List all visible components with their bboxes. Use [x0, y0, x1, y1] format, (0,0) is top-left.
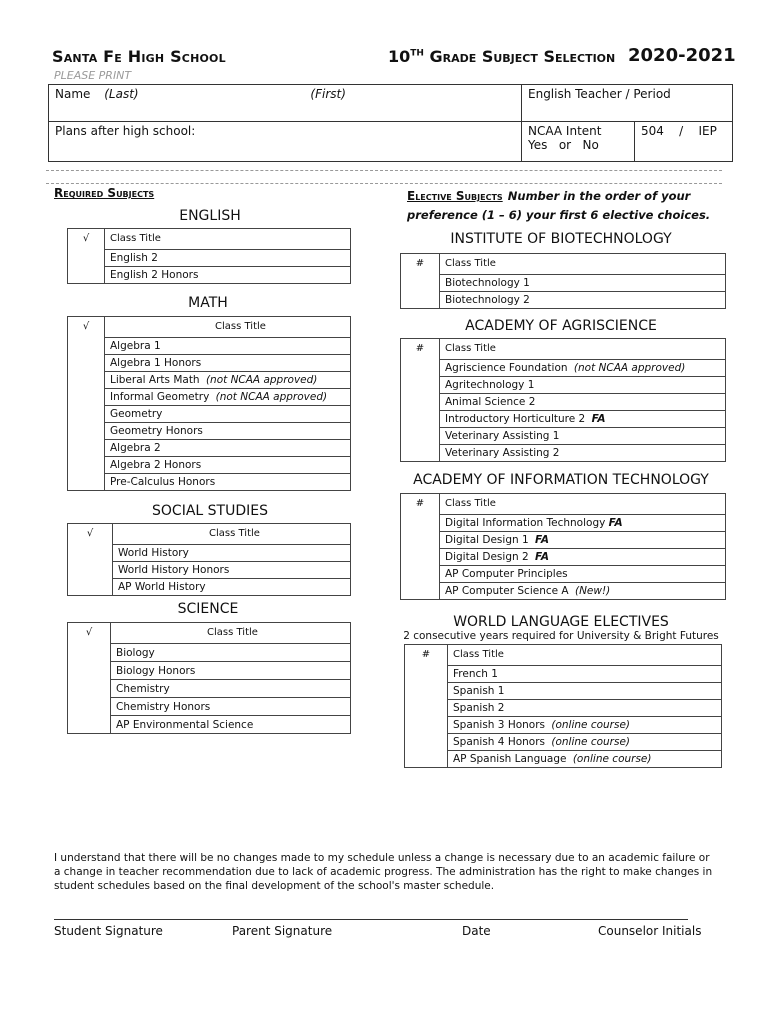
course-name: Spanish 4 Honors — [453, 736, 546, 748]
iep-label: 504 / IEP — [641, 124, 717, 138]
agriscience-table — [400, 338, 726, 462]
class-name: Biology — [111, 644, 351, 662]
biotech-table — [400, 253, 726, 309]
rank-cell[interactable] — [405, 717, 448, 734]
english-heading: ENGLISH — [179, 208, 241, 224]
check-cell[interactable] — [68, 662, 111, 680]
check-cell[interactable] — [68, 680, 111, 698]
class-name: Biology Honors — [111, 662, 351, 680]
check-cell[interactable] — [68, 389, 105, 406]
course-note: (New!) — [574, 585, 611, 597]
class-name — [105, 457, 351, 474]
check-header: √ — [68, 317, 105, 338]
course-note: (not NCAA approved) — [573, 362, 686, 374]
course-name: Digital Design 1 — [445, 534, 529, 546]
please-print-label: PLEASE PRINT — [54, 69, 132, 82]
table-row[interactable] — [401, 292, 726, 309]
course-name: Agritechnology 1 — [445, 379, 535, 391]
class-name — [440, 360, 726, 377]
info-tech-table — [400, 493, 726, 600]
rank-cell[interactable] — [401, 515, 440, 532]
fa-tag: FA — [535, 551, 549, 563]
rank-cell[interactable] — [401, 445, 440, 462]
class-name — [105, 372, 351, 389]
class-name — [440, 428, 726, 445]
date-label: Date — [462, 924, 491, 938]
course-name: Veterinary Assisting 2 — [445, 447, 560, 459]
world-language-table — [404, 644, 722, 768]
rank-cell[interactable] — [401, 411, 440, 428]
class-title-header: Class Title — [111, 623, 351, 644]
english-teacher-field[interactable] — [522, 85, 733, 122]
table-row[interactable] — [405, 751, 722, 768]
rank-header: # — [405, 645, 448, 666]
social-studies-table — [67, 523, 351, 596]
rank-cell[interactable] — [401, 428, 440, 445]
table-row[interactable] — [401, 275, 726, 292]
check-header: √ — [68, 623, 111, 644]
table-row[interactable] — [68, 267, 351, 284]
last-name-label: (Last) — [104, 87, 139, 101]
check-cell[interactable] — [68, 267, 105, 284]
rank-cell[interactable] — [405, 683, 448, 700]
class-title-header: Class Title — [440, 254, 726, 275]
ncaa-options: Yes or No — [528, 138, 599, 152]
table-row[interactable] — [401, 445, 726, 462]
table-row[interactable] — [68, 662, 351, 680]
table-row[interactable] — [68, 406, 351, 423]
class-title-header: Class Title — [113, 524, 351, 545]
parent-signature-label: Parent Signature — [232, 924, 333, 938]
table-row[interactable] — [401, 377, 726, 394]
class-name: AP Environmental Science — [111, 716, 351, 734]
check-header: √ — [68, 229, 105, 250]
class-name — [448, 683, 722, 700]
check-cell[interactable] — [68, 406, 105, 423]
course-name: Animal Science 2 — [445, 396, 536, 408]
class-name — [105, 440, 351, 457]
course-name: Introductory Horticulture 2 — [445, 413, 586, 425]
check-cell[interactable] — [68, 355, 105, 372]
table-row[interactable] — [68, 562, 351, 579]
table-row[interactable] — [68, 372, 351, 389]
rank-cell[interactable] — [401, 532, 440, 549]
class-name — [440, 583, 726, 600]
class-title-header: Class Title — [448, 645, 722, 666]
class-name — [440, 549, 726, 566]
course-note: (online course) — [551, 719, 631, 731]
check-cell[interactable] — [68, 545, 113, 562]
course-name: AP Spanish Language — [453, 753, 567, 765]
fa-tag: FA — [608, 517, 623, 529]
biotech-heading: INSTITUTE OF BIOTECHNOLOGY — [450, 231, 672, 247]
table-row[interactable] — [68, 250, 351, 267]
rank-cell[interactable] — [405, 700, 448, 717]
check-cell[interactable] — [68, 474, 105, 491]
class-name — [440, 445, 726, 462]
check-cell[interactable] — [68, 457, 105, 474]
table-row[interactable] — [401, 360, 726, 377]
table-row[interactable] — [401, 549, 726, 566]
class-name — [448, 734, 722, 751]
course-name: Algebra 2 — [110, 442, 161, 454]
rank-cell[interactable] — [405, 666, 448, 683]
form-title-text: Grade Subject Selection — [429, 47, 616, 66]
class-name: World History Honors — [113, 562, 351, 579]
course-name: Spanish 2 — [453, 702, 505, 714]
course-name: Digital Design 2 — [445, 551, 529, 563]
class-name: Chemistry Honors — [111, 698, 351, 716]
agriscience-heading: ACADEMY OF AGRISCIENCE — [465, 318, 657, 334]
table-row[interactable] — [401, 566, 726, 583]
class-name: English 2 — [105, 250, 351, 267]
check-cell[interactable] — [68, 250, 105, 267]
class-name — [440, 411, 726, 428]
rank-cell[interactable] — [401, 583, 440, 600]
signature-line[interactable] — [54, 919, 688, 920]
rank-header: # — [401, 494, 440, 515]
course-name: AP Computer Principles — [445, 568, 568, 580]
form-title — [388, 47, 615, 66]
required-subjects-heading: Required Subjects — [54, 186, 155, 200]
class-name — [440, 515, 726, 532]
table-row[interactable] — [68, 423, 351, 440]
course-name: Spanish 3 Honors — [453, 719, 546, 731]
table-row[interactable] — [68, 355, 351, 372]
rank-cell[interactable] — [401, 360, 440, 377]
social-studies-heading: SOCIAL STUDIES — [152, 503, 268, 519]
grade-suffix: TH — [410, 48, 424, 59]
check-cell[interactable] — [68, 562, 113, 579]
table-row[interactable] — [68, 698, 351, 716]
plans-field[interactable] — [49, 122, 522, 162]
class-name — [105, 406, 351, 423]
class-name — [448, 717, 722, 734]
course-name: Pre-Calculus Honors — [110, 476, 216, 488]
course-name: French 1 — [453, 668, 498, 680]
class-name — [105, 423, 351, 440]
school-year: 2020-2021 — [628, 45, 736, 66]
table-row[interactable] — [405, 717, 722, 734]
table-row[interactable] — [68, 389, 351, 406]
table-row[interactable] — [405, 666, 722, 683]
math-table — [67, 316, 351, 491]
ncaa-field[interactable] — [522, 122, 635, 162]
rank-cell[interactable] — [401, 377, 440, 394]
class-name — [440, 394, 726, 411]
table-row[interactable] — [405, 734, 722, 751]
course-name: Algebra 1 Honors — [110, 357, 202, 369]
class-name — [105, 389, 351, 406]
ncaa-label: NCAA Intent — [528, 124, 602, 138]
rank-cell[interactable] — [401, 549, 440, 566]
rank-cell[interactable] — [401, 394, 440, 411]
world-language-heading: WORLD LANGUAGE ELECTIVES — [453, 614, 669, 630]
table-row[interactable] — [401, 583, 726, 600]
class-title-header: Class Title — [105, 229, 351, 250]
course-note: (not NCAA approved) — [215, 391, 328, 403]
rank-cell[interactable] — [405, 751, 448, 768]
table-row[interactable] — [68, 338, 351, 355]
english-table — [67, 228, 351, 284]
class-name — [448, 666, 722, 683]
science-heading: SCIENCE — [177, 601, 239, 617]
counselor-initials-label: Counselor Initials — [598, 924, 702, 938]
class-name — [105, 338, 351, 355]
course-name: Geometry — [110, 408, 163, 420]
class-name: World History — [113, 545, 351, 562]
rank-header: # — [401, 254, 440, 275]
check-cell[interactable] — [68, 423, 105, 440]
class-name: AP World History — [113, 579, 351, 596]
iep-field[interactable] — [635, 122, 733, 162]
check-cell[interactable] — [68, 579, 113, 596]
class-name: Chemistry — [111, 680, 351, 698]
student-signature-label: Student Signature — [54, 924, 163, 938]
class-name — [105, 474, 351, 491]
table-row[interactable] — [401, 428, 726, 445]
grade-number: 10 — [388, 47, 411, 66]
course-name: Agriscience Foundation — [445, 362, 568, 374]
class-name — [440, 566, 726, 583]
world-language-subtitle: 2 consecutive years required for University & Bright Futures — [403, 630, 719, 642]
elective-instructions: Number in the order of your preference (1 – 6) your first 6 elective choices. — [407, 189, 711, 222]
plans-label: Plans after high school: — [55, 124, 196, 138]
rank-cell[interactable] — [405, 734, 448, 751]
table-row[interactable] — [401, 532, 726, 549]
rank-cell[interactable] — [401, 566, 440, 583]
name-label: Name — [55, 87, 91, 101]
check-cell[interactable] — [68, 644, 111, 662]
table-row[interactable] — [68, 440, 351, 457]
agreement-statement: I understand that there will be no changes made to my schedule unless a change is necessary due to an academic failure or a change in teacher recommendation due to lack of academic progress. The administration has the right to make changes in student schedules based on the final development of the school's master schedule. — [54, 852, 713, 892]
table-row[interactable] — [68, 716, 351, 734]
table-row[interactable] — [68, 474, 351, 491]
class-title-header: Class Title — [440, 339, 726, 360]
rank-cell[interactable] — [401, 275, 440, 292]
course-note: (online course) — [551, 736, 631, 748]
table-row[interactable] — [68, 457, 351, 474]
rank-cell[interactable] — [401, 292, 440, 309]
check-cell[interactable] — [68, 338, 105, 355]
table-row[interactable] — [405, 683, 722, 700]
student-info-box — [48, 84, 733, 162]
course-name: Geometry Honors — [110, 425, 203, 437]
table-row[interactable] — [68, 680, 351, 698]
elective-subjects-heading: Elective Subjects — [407, 189, 503, 203]
name-field[interactable] — [49, 85, 522, 122]
class-name — [440, 377, 726, 394]
first-name-label: (First) — [310, 87, 346, 101]
check-cell[interactable] — [68, 716, 111, 734]
course-name: Liberal Arts Math — [110, 374, 200, 386]
table-row[interactable] — [401, 411, 726, 428]
class-name — [448, 700, 722, 717]
english-teacher-label: English Teacher / Period — [528, 87, 671, 101]
course-name: Veterinary Assisting 1 — [445, 430, 560, 442]
table-row[interactable] — [68, 644, 351, 662]
class-name: Biotechnology 2 — [440, 292, 726, 309]
math-heading: MATH — [188, 295, 228, 311]
divider-dashed — [46, 170, 722, 184]
course-name: AP Computer Science A — [445, 585, 569, 597]
info-tech-heading: ACADEMY OF INFORMATION TECHNOLOGY — [413, 472, 709, 488]
class-name — [440, 532, 726, 549]
table-row[interactable] — [401, 394, 726, 411]
course-name: Informal Geometry — [110, 391, 210, 403]
course-name: Digital Information Technology — [445, 517, 606, 529]
science-table — [67, 622, 351, 734]
school-name: Santa Fe High School — [52, 47, 226, 66]
class-name: English 2 Honors — [105, 267, 351, 284]
course-name: Algebra 1 — [110, 340, 161, 352]
check-cell[interactable] — [68, 698, 111, 716]
course-name: Algebra 2 Honors — [110, 459, 202, 471]
rank-header: # — [401, 339, 440, 360]
check-header: √ — [68, 524, 113, 545]
check-cell[interactable] — [68, 440, 105, 457]
check-cell[interactable] — [68, 372, 105, 389]
class-title-header: Class Title — [105, 317, 351, 338]
course-note: (online course) — [572, 753, 652, 765]
class-title-header: Class Title — [440, 494, 726, 515]
elective-heading-block — [407, 186, 727, 224]
fa-tag: FA — [535, 534, 549, 546]
table-row[interactable] — [68, 545, 351, 562]
table-row[interactable] — [68, 579, 351, 596]
table-row[interactable] — [405, 700, 722, 717]
class-name — [105, 355, 351, 372]
class-name — [448, 751, 722, 768]
fa-tag: FA — [591, 413, 606, 425]
class-name: Biotechnology 1 — [440, 275, 726, 292]
course-name: Spanish 1 — [453, 685, 505, 697]
table-row[interactable] — [401, 515, 726, 532]
course-note: (not NCAA approved) — [205, 374, 318, 386]
